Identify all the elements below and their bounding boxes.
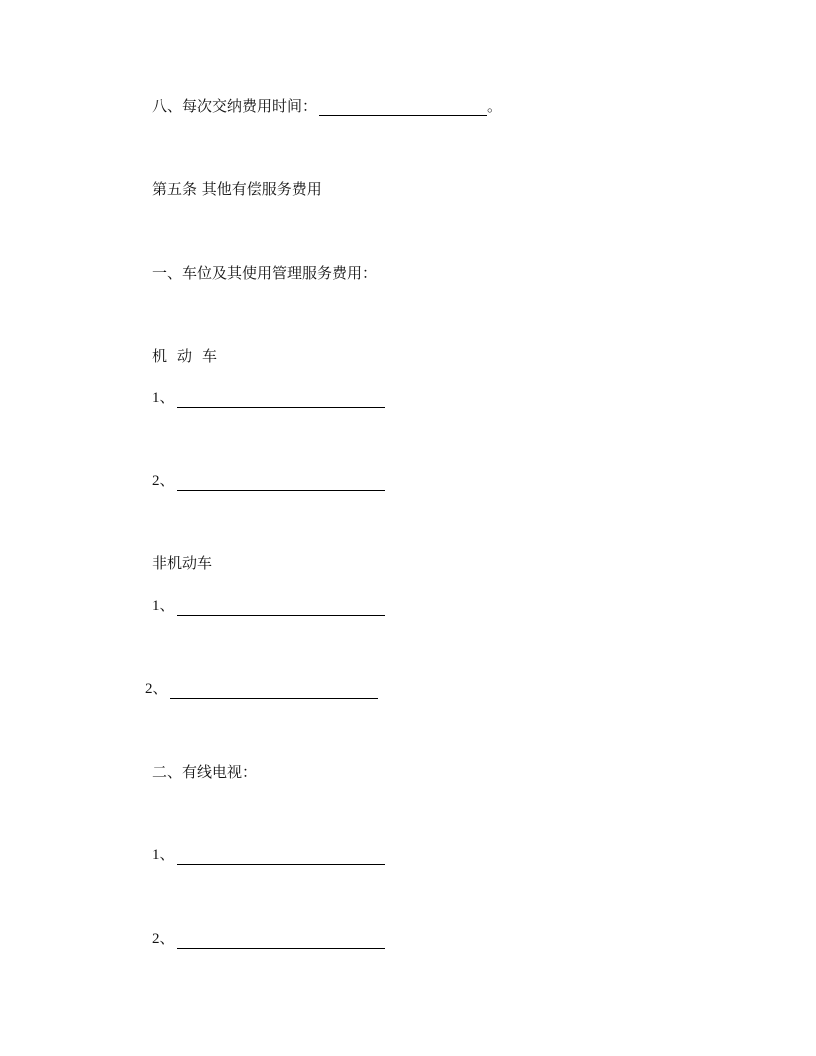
non-motor-item-1-number: 1、 xyxy=(152,598,175,614)
non-motor-item-2-number: 2、 xyxy=(145,681,168,697)
item-8-payment-time xyxy=(152,96,502,116)
item-8-label: 八、每次交纳费用时间： xyxy=(152,97,318,115)
cable-tv-item-2-number: 2、 xyxy=(152,931,175,947)
cable-tv-item-1-number: 1、 xyxy=(152,847,175,863)
cable-tv-item-2-blank[interactable] xyxy=(177,933,385,949)
cable-tv-item-1 xyxy=(152,845,385,865)
section-1-title xyxy=(152,263,377,283)
motor-item-1-number: 1、 xyxy=(152,390,175,406)
motor-vehicle-heading-text: 机动车 xyxy=(152,347,228,365)
motor-item-2 xyxy=(152,471,385,491)
motor-item-2-blank[interactable] xyxy=(177,475,385,491)
section-2-title xyxy=(152,762,257,782)
non-motor-vehicle-heading xyxy=(152,553,212,573)
cable-tv-item-2 xyxy=(152,929,385,949)
motor-item-1-blank[interactable] xyxy=(177,392,385,408)
non-motor-item-2-blank[interactable] xyxy=(170,683,378,699)
cable-tv-item-1-blank[interactable] xyxy=(177,849,385,865)
article-5-title-text: 第五条 其他有偿服务费用 xyxy=(152,180,322,198)
non-motor-item-1 xyxy=(152,596,385,616)
article-5-title xyxy=(152,179,322,199)
item-8-blank[interactable] xyxy=(319,100,487,116)
non-motor-item-1-blank[interactable] xyxy=(177,600,385,616)
section-2-title-text: 二、有线电视： xyxy=(152,763,258,781)
motor-item-2-number: 2、 xyxy=(152,473,175,489)
non-motor-vehicle-heading-text: 非机动车 xyxy=(152,554,213,572)
non-motor-item-2 xyxy=(145,679,378,699)
item-8-suffix: 。 xyxy=(487,97,503,115)
motor-item-1 xyxy=(152,388,385,408)
section-1-title-text: 一、车位及其使用管理服务费用： xyxy=(152,264,378,282)
motor-vehicle-heading xyxy=(152,346,227,366)
